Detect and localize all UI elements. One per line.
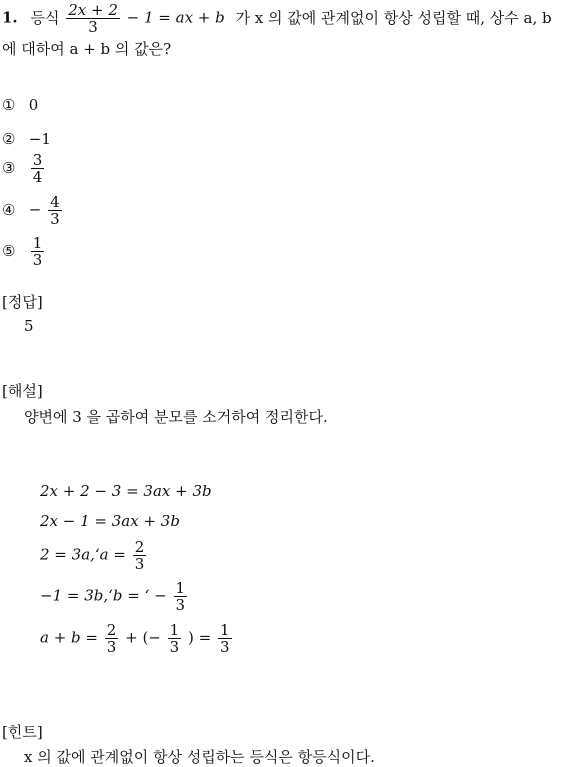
answer-value: 5 xyxy=(24,317,34,335)
choice-4 xyxy=(2,194,64,227)
solution-label: [해설] xyxy=(2,382,43,400)
choice-value: −1 xyxy=(28,130,51,148)
solution-step-2: 2x − 1 = 3ax + 3b xyxy=(40,512,180,530)
fraction-denominator: 3 xyxy=(175,596,186,614)
step-fraction xyxy=(133,539,147,572)
fraction-numerator: 1 xyxy=(32,234,43,252)
hint-text: x 의 값에 관계없이 항상 성립하는 등식은 항등식이다. xyxy=(24,748,375,766)
choice-fraction xyxy=(48,194,62,227)
question-equation-rest: − 1 = ax + b xyxy=(126,8,225,27)
step-fraction-1 xyxy=(105,622,119,655)
step-operator: ) = xyxy=(187,628,212,647)
choice-marker: ④ xyxy=(2,200,16,219)
choice-marker: ② xyxy=(2,130,16,148)
step-fraction-3 xyxy=(218,622,232,655)
fraction-numerator: 2 xyxy=(106,621,117,639)
question-text-after: 가 x 의 값에 관계없이 항상 성립할 때, 상수 a, b xyxy=(235,8,552,27)
fraction-numerator: 1 xyxy=(175,579,186,597)
step-operator: + (− xyxy=(125,628,161,647)
question-line-2: 에 대하여 a + b 의 값은? xyxy=(2,40,172,58)
fraction-denominator: 3 xyxy=(134,555,145,573)
question-number: 1. xyxy=(2,8,18,27)
choice-sign: − xyxy=(28,200,42,219)
fraction-numerator: 3 xyxy=(32,151,43,169)
fraction-denominator: 3 xyxy=(169,638,180,656)
fraction-numerator: 1 xyxy=(169,621,180,639)
fraction-numerator: 1 xyxy=(219,621,230,639)
step-fraction-2 xyxy=(168,622,182,655)
choice-2 xyxy=(2,130,51,148)
solution-step-1: 2x + 2 − 3 = 3ax + 3b xyxy=(40,482,212,500)
step-text: a + b = xyxy=(40,628,98,647)
fraction-denominator: 4 xyxy=(32,168,43,186)
solution-intro: 양변에 3 을 곱하여 분모를 소거하여 정리한다. xyxy=(24,408,328,426)
choice-value: 0 xyxy=(28,96,39,114)
fraction-numerator: 2x + 2 xyxy=(68,1,118,19)
choice-1 xyxy=(2,96,38,114)
choice-marker: ⑤ xyxy=(2,241,16,260)
choice-fraction xyxy=(31,235,45,268)
choice-3 xyxy=(2,152,46,185)
fraction-denominator: 3 xyxy=(219,638,230,656)
question-lead: 등식 xyxy=(30,8,60,27)
hint-label: [힌트] xyxy=(2,723,43,741)
question-fraction xyxy=(66,2,120,35)
fraction-denominator: 3 xyxy=(32,251,43,269)
choice-5 xyxy=(2,235,46,268)
fraction-denominator: 3 xyxy=(106,638,117,656)
fraction-numerator: 2 xyxy=(134,538,145,556)
fraction-denominator: 3 xyxy=(50,210,60,228)
answer-label: [정답] xyxy=(2,293,43,311)
choice-fraction xyxy=(31,152,45,185)
solution-step-5 xyxy=(40,622,234,655)
step-text: −1 = 3b,‘b = ‘ − xyxy=(40,586,167,605)
question-line-1 xyxy=(2,2,552,35)
step-fraction xyxy=(174,580,188,613)
step-text: 2 = 3a,‘a = xyxy=(40,545,126,564)
fraction-numerator: 4 xyxy=(50,193,60,211)
choice-marker: ① xyxy=(2,96,16,114)
solution-step-4 xyxy=(40,580,189,613)
choice-marker: ③ xyxy=(2,158,16,177)
fraction-denominator: 3 xyxy=(66,18,120,35)
solution-step-3 xyxy=(40,539,148,572)
